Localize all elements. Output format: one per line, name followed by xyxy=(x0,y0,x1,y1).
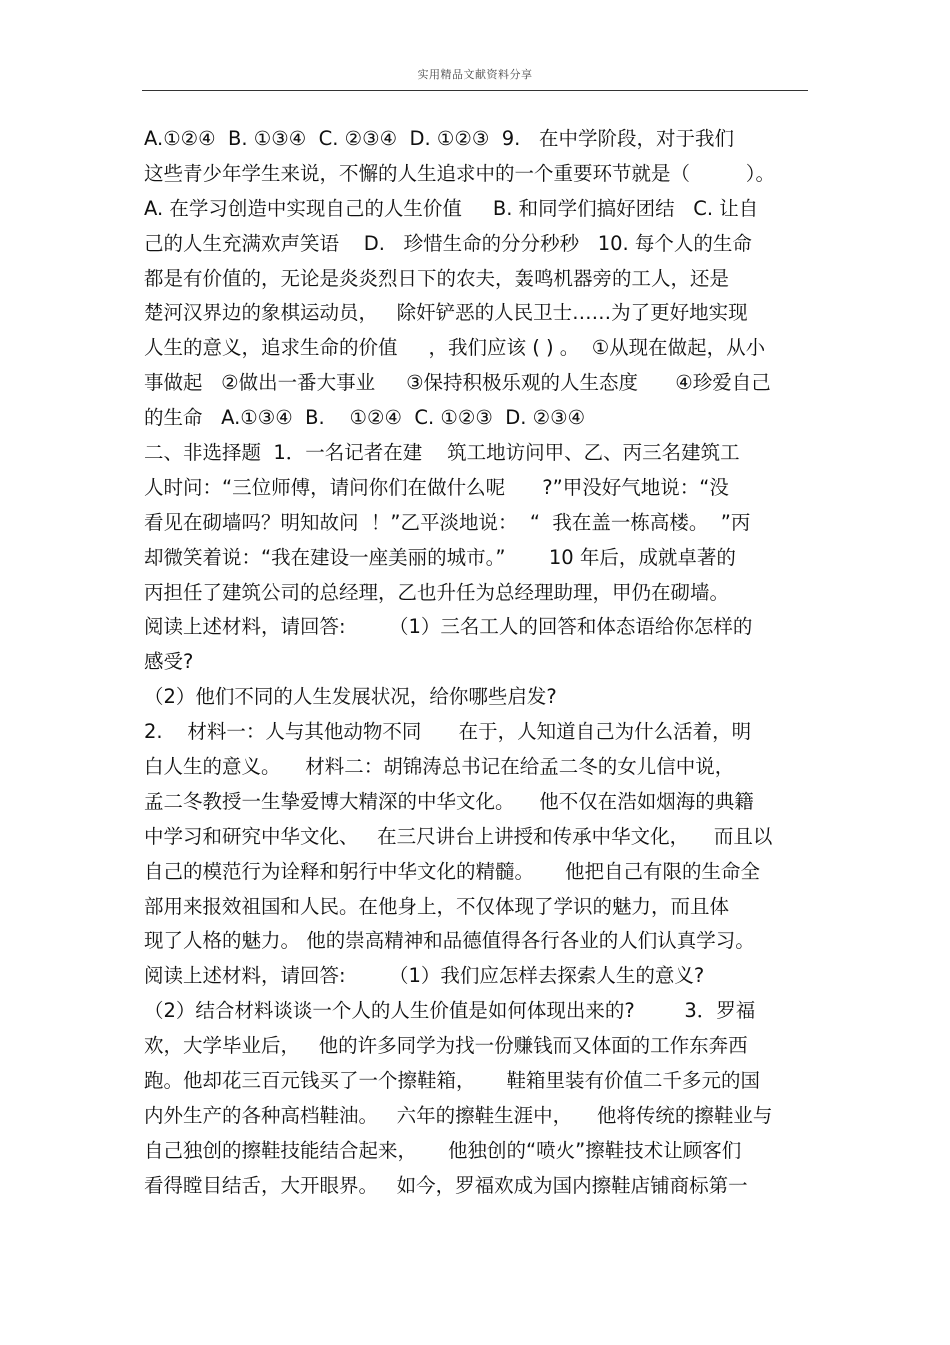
header-divider xyxy=(142,90,808,91)
text-line: 事做起 ②做出一番大事业 ③保持积极乐观的人生态度 ④珍爱自己 xyxy=(144,371,771,395)
text-line: 自己的模范行为诠释和躬行中华文化的精髓。 他把自己有限的生命全 xyxy=(144,859,760,883)
text-line: 都是有价值的，无论是炎炎烈日下的农夫，轰鸣机器旁的工人，还是 xyxy=(144,266,730,290)
text-line: 阅读上述材料，请回答: （1）三名工人的回答和体态语给你怎样的 xyxy=(144,615,753,639)
text-line: 现了人格的魅力。 他的崇高精神和品德值得各行各业的人们认真学习。 xyxy=(144,929,755,953)
text-line: 阅读上述材料，请回答: （1）我们应怎样去探索人生的意义? xyxy=(144,964,705,988)
text-line: 己的人生充满欢声笑语 D. 珍惜生命的分分秒秒 10. 每个人的生命 xyxy=(144,231,752,255)
text-line: （2）他们不同的人生发展状况，给你哪些启发? xyxy=(144,685,557,709)
text-line: 中学习和研究中华文化、 在三尺讲台上讲授和传承中华文化， 而且以 xyxy=(144,824,773,848)
text-line: 内外生产的各种高档鞋油。 六年的擦鞋生涯中， 他将传统的擦鞋业与 xyxy=(144,1103,773,1127)
text-line: 人时问：“三位师傅，请问你们在做什么呢 ?”甲没好气地说：“没 xyxy=(144,475,729,499)
text-line: 丙担任了建筑公司的总经理，乙也升任为总经理助理，甲仍在砌墙。 xyxy=(144,580,730,604)
text-line: 二、非选择题 1．一名记者在建 筑工地访问甲、乙、丙三名建筑工 xyxy=(144,441,740,465)
text-line: 楚河汉界边的象棋运动员， 除奸铲恶的人民卫士……为了更好地实现 xyxy=(144,301,748,325)
text-line: 自己独创的擦鞋技能结合起来， 他独创的“喷火”擦鞋技术让顾客们 xyxy=(144,1138,742,1162)
text-line: 这些青少年学生来说，不懈的人生追求中的一个重要环节就是（ ）。 xyxy=(144,161,776,185)
text-line: 孟二冬教授一生挚爱博大精深的中华文化。 他不仅在浩如烟海的典籍 xyxy=(144,789,754,813)
text-line: A.①②④ B. ①③④ C. ②③④ D. ①②③ 9. 在中学阶段，对于我们 xyxy=(144,127,734,150)
text-line: 跑。他却花三百元钱买了一个擦鞋箱， 鞋箱里装有价值二千多元的国 xyxy=(144,1069,760,1093)
text-line: 欢，大学毕业后， 他的许多同学为找一份赚钱而又体面的工作东奔西 xyxy=(144,1034,748,1058)
text-line: 却微笑着说：“我在建设一座美丽的城市。” 10 年后，成就卓著的 xyxy=(144,545,736,569)
text-line: 部用来报效祖国和人民。在他身上，不仅体现了学识的魅力，而且体 xyxy=(144,894,730,918)
text-line: 白人生的意义。 材料二：胡锦涛总书记在给孟二冬的女儿信中说， xyxy=(144,755,735,779)
text-line: 看见在砌墙吗？明知故问 ！”乙平淡地说： “ 我在盖一栋高楼。 ”丙 xyxy=(144,510,751,534)
text-line: 的生命 A.①③④ B. ①②④ C. ①②③ D. ②③④ xyxy=(144,406,586,430)
document-body xyxy=(144,122,824,1204)
text-line: 2. 材料一：人与其他动物不同 在于，人知道自己为什么活着，明 xyxy=(144,720,752,744)
text-line: A. 在学习创造中实现自己的人生价值 B. 和同学们搞好团结 C. 让自 xyxy=(144,196,759,220)
text-line: （2）结合材料谈谈一个人的人生价值是如何体现出来的? 3．罗福 xyxy=(144,999,756,1023)
page-header: 实用精品文献资料分享 xyxy=(417,68,533,81)
text-line: 看得瞠目结舌，大开眼界。 如今，罗福欢成为国内擦鞋店铺商标第一 xyxy=(144,1173,748,1197)
text-line: 人生的意义，追求生命的价值 ，我们应该 ( ) 。 ①从现在做起，从小 xyxy=(144,336,766,360)
text-line: 感受? xyxy=(144,650,194,674)
